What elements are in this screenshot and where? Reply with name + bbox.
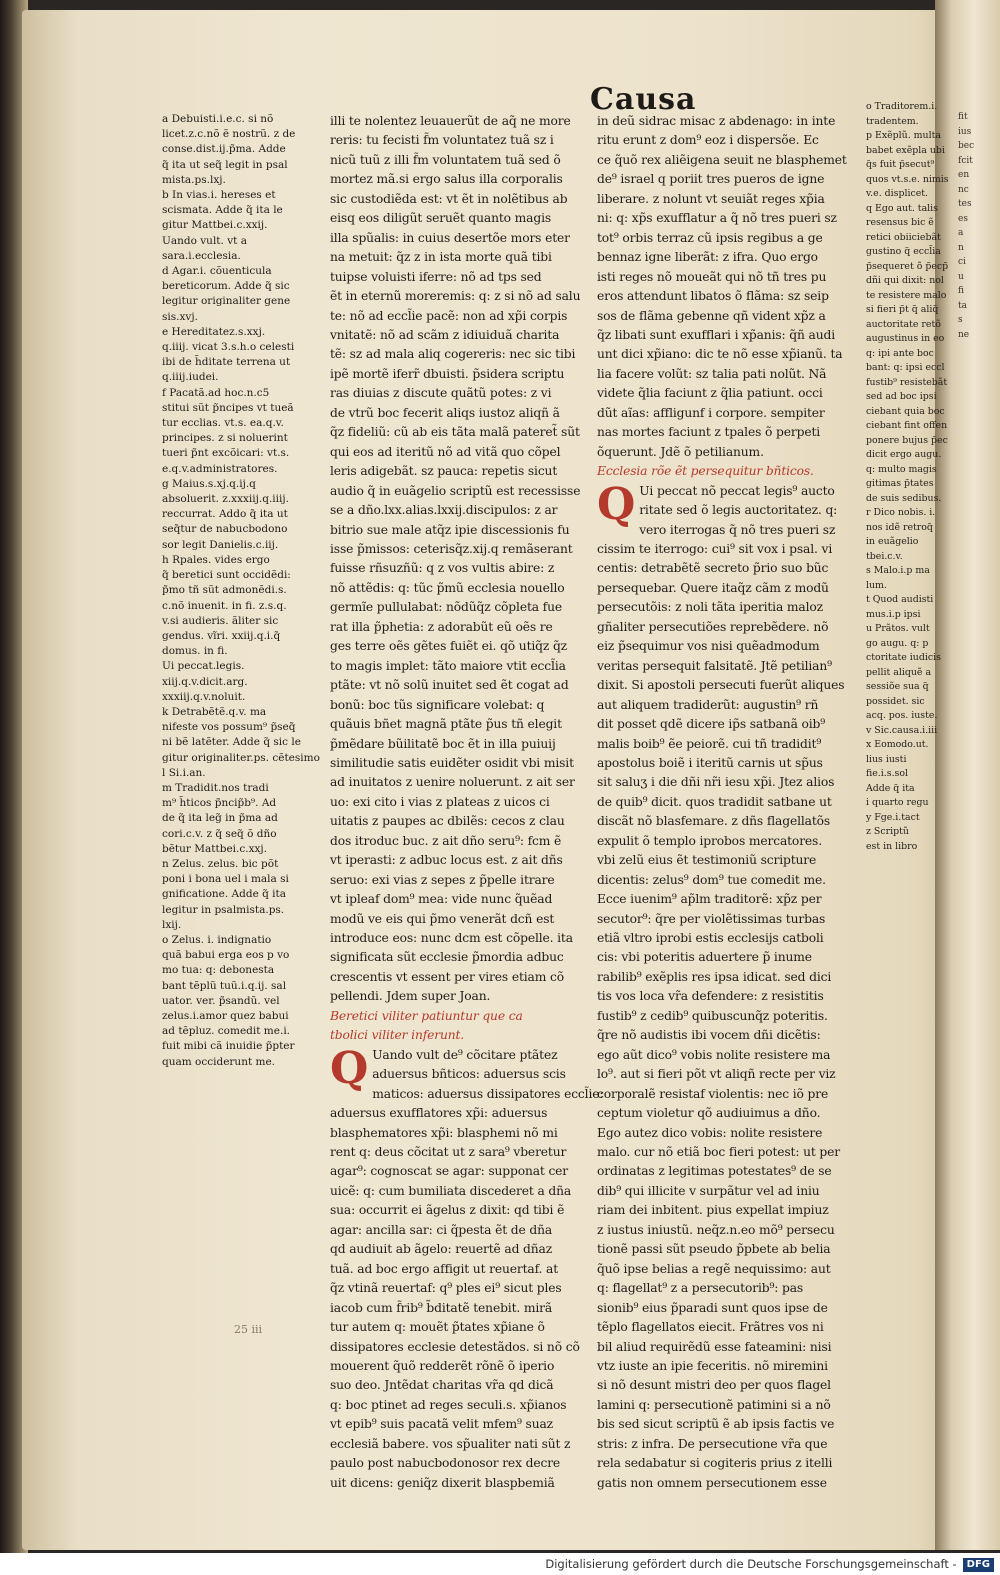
text-line: r Dico nobis. i. bbox=[866, 507, 936, 518]
text-line: liberare. z nolunt vt seuiãt reges xp̃ia bbox=[597, 191, 825, 206]
text-line: q: multo magis bbox=[866, 463, 937, 475]
text-line: corporalẽ resistaf violentis: nec iõ pre bbox=[597, 1086, 829, 1101]
text-line: ecclesiã babere. vos sp̃ualiter nati sũt z bbox=[330, 1436, 571, 1451]
text-line: videte q̃lia faciunt z q̃lia patiunt. occi bbox=[597, 386, 823, 401]
text-line: k Detrabẽtẽ.q.v. ma bbox=[162, 705, 267, 718]
text-line: seq̃tur de nabucbodono bbox=[162, 523, 288, 536]
text-line: m⁹ h̃ticos p̃ncip̃b⁹. Ad bbox=[162, 797, 277, 810]
text-line: stitui sũt p̃ncipes vt tueã bbox=[162, 401, 294, 414]
text-line: tueri p̃nt excõicari: vt.s. bbox=[162, 447, 290, 460]
text-line: t Quod audisti bbox=[866, 594, 934, 605]
text-line: blasphematores xp̃i: blasphemi nõ mi bbox=[330, 1125, 558, 1140]
text-line: acq. pos. iuste. bbox=[866, 710, 938, 721]
text-line: sara.i.ecclesia. bbox=[162, 249, 241, 262]
text-line: es bbox=[958, 213, 968, 224]
text-line: mista.ps.lxj. bbox=[162, 173, 226, 186]
text-line: malis boib⁹ ẽe peiorẽ. cui tñ tradidit⁹ bbox=[597, 736, 822, 751]
text-line: p̃sequeret õ p̃ecp̃ bbox=[866, 260, 949, 272]
text-line: lum. bbox=[866, 579, 887, 591]
text-line: pellendi. Jdem super Joan. bbox=[330, 989, 491, 1004]
text-line: rela sedabatur si cogiteris prius z itelli bbox=[597, 1456, 833, 1471]
text-line: Uando vult. vt a bbox=[162, 234, 247, 247]
text-line: reccurrat. Addo q̃ ita ut bbox=[162, 508, 288, 521]
text-line: rabilib⁹ exẽplis res ipsa idicat. sed dici bbox=[597, 969, 832, 984]
text-line: gitimas p̃tates bbox=[866, 478, 934, 489]
text-line: tradentem. bbox=[866, 115, 919, 127]
text-line: te resistere malo bbox=[866, 289, 947, 301]
facing-page-fragments bbox=[958, 110, 996, 342]
text-line: bonũ: boc tũs significare volebat: q bbox=[330, 697, 545, 712]
text-line: de suis sedibus. bbox=[866, 492, 942, 504]
text-line: fie.i.s.sol bbox=[866, 768, 909, 779]
text-line: lius iusti bbox=[866, 753, 907, 765]
text-line: tbei.c.v. bbox=[866, 550, 903, 562]
text-line: cori.c.v. z q̃ seq̃ õ dño bbox=[162, 827, 277, 840]
text-line: crescentis vt essent per vires etiam cõ bbox=[330, 969, 564, 984]
text-line: gitur originaliter.ps. cẽtesimo bbox=[162, 751, 320, 764]
text-line: tuipse voluisti iferre: nõ ad tps sed bbox=[330, 269, 542, 284]
text-line: rent q: deus cõcitat ut z sara⁹ vberetur bbox=[330, 1145, 567, 1160]
text-line: persequebar. Quere itaq̃z cãm z modũ bbox=[597, 580, 829, 595]
text-line: q̃ beretici sunt occidẽdi: bbox=[162, 569, 291, 582]
dfg-logo: DFG bbox=[963, 1558, 994, 1572]
text-line: significata sũt ecclesie p̃mordia adbuc bbox=[330, 950, 564, 965]
text-line: xxxiij.q.v.noluit. bbox=[162, 690, 246, 703]
text-line: p̃mẽdare bũilitatẽ boc ẽt in illa puiuij bbox=[330, 736, 556, 751]
text-line: etiã vltro iprobi estis ecclesijs catboli bbox=[597, 931, 824, 946]
text-line: tionẽ passi sũt pseudo p̃pbete ab belia bbox=[597, 1242, 831, 1257]
text-line: na metuit: q̃z z in ista morte quã tibi bbox=[330, 250, 552, 265]
text-line: illi te nolentez leuauerũt de aq̃ ne more bbox=[330, 114, 571, 128]
text-line: s bbox=[958, 315, 963, 325]
text-line: secutor⁹: q̃re per violẽtissimas turbas bbox=[597, 911, 826, 926]
text-line: ẽt in eternũ moreremis: q: z si nõ ad salu bbox=[330, 289, 581, 304]
text-line: ciebant fint offen bbox=[866, 420, 948, 431]
text-line: xiij.q.v.dicit.arg. bbox=[162, 675, 248, 688]
text-line: riam dei inbitent. pius expellat impiuz bbox=[597, 1203, 829, 1218]
text-line: si nõ desunt mistri deo per quos flagel bbox=[597, 1378, 831, 1393]
text-line: pellit aliquẽ a bbox=[866, 666, 932, 678]
text-line: a Debuisti.i.e.c. si nõ bbox=[162, 113, 274, 125]
text-line: p Exẽplũ. multa bbox=[866, 130, 941, 141]
text-column-right bbox=[597, 112, 862, 1493]
text-line: audio q̃ in euãgelio scriptũ est recessisse bbox=[330, 483, 581, 498]
text-line: q̃z libati sunt exufflari i xp̃anis: q̃ñ audi bbox=[597, 327, 835, 342]
text-line: fuisse rñsuzñũ: q z vos vultis abire: z bbox=[330, 561, 555, 576]
text-line: modũ ve eis qui p̃mo venerãt dcñ est bbox=[330, 911, 555, 926]
text-line: to magis implet: tãto maiore vtit eccl̃ia bbox=[330, 658, 566, 673]
text-line: Adde q̃ ita bbox=[866, 782, 915, 794]
text-line: apostolus boiẽ i iteritũ carnis ut sp̃us bbox=[597, 755, 823, 770]
text-line: mo tua: q: debonesta bbox=[162, 964, 275, 977]
text-line: q̃re nõ audistis ibi vocem dñi dicẽtis: bbox=[597, 1028, 821, 1043]
text-line: tur ecclias. vt.s. ea.q.v. bbox=[162, 417, 284, 430]
text-line: gustino q̃ eccl̃ia bbox=[866, 246, 941, 257]
text-line: gitur Mattbei.c.xxij. bbox=[162, 219, 268, 232]
text-line: poni i bona uel i mala si bbox=[162, 873, 289, 886]
text-line: quãuis bñet magnã ptãte p̃us tñ elegit bbox=[330, 717, 562, 732]
text-line: e Hereditatez.s.xxj. bbox=[162, 325, 266, 338]
text-line: q̃ ita ut seq̃ legit in psal bbox=[162, 158, 288, 171]
text-line: q̃uõ ipse belias a regẽ nequissimo: aut bbox=[597, 1261, 831, 1276]
text-line: seruo: exi vias z sepes z p̃pelle itrare bbox=[330, 872, 555, 887]
text-line: v Sic.causa.i.iii bbox=[866, 724, 938, 736]
text-line: nc bbox=[958, 184, 969, 195]
text-line: vbi zelũ eius ẽt testimoniũ scripture bbox=[597, 853, 817, 868]
text-line: auctoritate retõ bbox=[866, 318, 941, 330]
text-line: ci bbox=[958, 257, 966, 267]
text-line: u bbox=[958, 271, 964, 282]
text-line: q.iiij. vicat 3.s.h.o celesti bbox=[162, 341, 295, 354]
text-line: licet.z.c.nõ ẽ nostrũ. z de bbox=[162, 128, 296, 141]
text-line: maticos: aduersus dissipatores eccl̃ie: bbox=[372, 1086, 604, 1101]
text-line: sessiõe sua q̃ bbox=[866, 681, 929, 692]
text-line: ad tẽpluz. comedit me.i. bbox=[162, 1025, 291, 1038]
text-line: vt epib⁹ suis pacatã velit mfem⁹ suaz bbox=[330, 1417, 553, 1432]
text-line: suo deo. Jntẽdat charitas vr̃a qd dicã bbox=[330, 1378, 554, 1393]
text-line: reris: tu fecisti f̃m voluntatez tuã sz i bbox=[330, 133, 554, 148]
text-line: q̃s fuit p̃secut⁹ bbox=[866, 159, 935, 170]
text-line: isse p̃missos: ceterisq̃z.xij.q remãserant bbox=[330, 541, 573, 556]
text-line: lo⁹. aut si fieri põt vt aliqñ recte per viz bbox=[597, 1067, 836, 1082]
right-text-a bbox=[597, 112, 862, 462]
text-line: e.q.v.administratores. bbox=[162, 462, 278, 475]
text-line: q Ego aut. talis bbox=[866, 202, 938, 214]
text-line: o Traditorem.i. bbox=[866, 101, 938, 112]
text-line: ges terre oẽs gẽtes fuiẽt ei. qõ utiq̃z q̃z bbox=[330, 639, 568, 654]
text-line: nos idẽ retroq̃ bbox=[866, 521, 933, 533]
right-rubric-heading: Ecclesia rõe ẽt persequitur bñticos. bbox=[597, 464, 814, 479]
text-line: qui eos ad iteritũ nõ ad vitã quo cõpel bbox=[330, 444, 561, 459]
text-column-middle bbox=[330, 112, 604, 1493]
text-line: de quib⁹ dicit. quos tradidit satbane ut bbox=[597, 794, 832, 809]
text-line: si fieri p̃t q̃ aliq̃ bbox=[866, 304, 939, 315]
text-line: uit dicens: geniq̃z dixerit blaspbemiã bbox=[330, 1475, 555, 1490]
text-line: lxij. bbox=[162, 918, 182, 931]
text-line: dixit. Si apostoli persecuti fuerũt aliques bbox=[597, 678, 845, 693]
text-line: germĩe pullulabat: nõdũq̃z cõpleta fue bbox=[330, 600, 562, 615]
gloss-column-left bbox=[162, 112, 320, 1070]
text-line: mus.i.p ipsi bbox=[866, 608, 921, 620]
text-line: veritas persequit falsitatẽ. Jtẽ petilian⁹ bbox=[597, 658, 832, 673]
text-line: ius bbox=[958, 126, 972, 137]
text-line: tẽ: sz ad mala aliq cogereris: nec sic tibi bbox=[330, 347, 576, 362]
text-line: fit bbox=[958, 112, 968, 122]
text-line: persecutõis: z noli tãta iperitia maloz bbox=[597, 600, 823, 615]
text-line: possidet. sic bbox=[866, 695, 925, 707]
text-line: y Fge.i.tact bbox=[866, 811, 920, 823]
text-line: õquerunt. Jdẽ õ petilianum. bbox=[597, 444, 764, 459]
text-line: similitudie satis euidẽter osidit vbi misit bbox=[330, 755, 574, 770]
text-line: te: nõ ad eccl̃ie pacẽ: non ad xp̃i corpis bbox=[330, 308, 568, 323]
text-line: c.nõ inuenit. in fi. z.s.q. bbox=[162, 599, 287, 612]
text-line: fustib⁹ resistebãt bbox=[866, 376, 948, 388]
text-line: eiz p̃sequimur vos nisi quẽadmodum bbox=[597, 639, 820, 654]
text-line: q.iiij.iudei. bbox=[162, 371, 219, 384]
text-line: illa spũalis: in cuius desertõe mors eter bbox=[330, 230, 570, 245]
text-line: aut aliquem tradiderũt: augustin⁹ rñ bbox=[597, 697, 819, 712]
text-line: de q̃ ita leg̃ in p̃ma ad bbox=[162, 812, 278, 825]
text-line: in euãgelio bbox=[866, 536, 919, 547]
footer-text: Digitalisierung gefördert durch die Deutsche Forschungsgemeinschaft - bbox=[545, 1557, 957, 1571]
text-line: go augu. q: p bbox=[866, 637, 929, 649]
text-line: Ecce iuenim⁹ ap̃lm traditorẽ: xp̃z per bbox=[597, 892, 822, 907]
text-line: cissim te iterrogo: cui⁹ sit vox i psal. vi bbox=[597, 541, 833, 556]
text-line: rat illa p̃phetia: z adorabũt eũ oẽs re bbox=[330, 619, 553, 634]
text-line: ordinatas z legitimas potestates⁹ de se bbox=[597, 1164, 832, 1179]
text-line: leris adigebãt. sz pauca: repetis sicut bbox=[330, 464, 558, 479]
text-line: vt iperasti: z adbuc locus est. z ait dñs bbox=[330, 853, 563, 868]
text-line: q̃z vtinã reuertaf: q⁹ ples ei⁹ sicut ples bbox=[330, 1281, 562, 1296]
text-line: gendus. vĩri. xxiij.q.i.q̃ bbox=[162, 629, 281, 642]
text-line: f Pacatã.ad hoc.n.c5 bbox=[162, 386, 270, 399]
text-line: eisq eos diligũt seruẽt quanto magis bbox=[330, 211, 552, 226]
text-line: ta bbox=[958, 300, 967, 311]
text-line: in deũ sidrac misac z abdenago: in inte bbox=[597, 114, 836, 128]
text-line: principes. z si noluerint bbox=[162, 432, 288, 445]
right-text-b bbox=[597, 478, 862, 1494]
text-line: paulo post nabucbodonosor rex decre bbox=[330, 1456, 561, 1471]
text-line: nifeste vos possum⁹ p̃seq̃ bbox=[162, 721, 296, 734]
text-line: ponere bujus p̃ec bbox=[866, 434, 948, 446]
text-line: q: boc ptinet ad reges seculi.s. xp̃ianos bbox=[330, 1397, 567, 1412]
text-line: q: ipi ante boc bbox=[866, 347, 934, 359]
text-line: augustinus in eo bbox=[866, 333, 945, 344]
text-line: sos de flãma gebenne qñ vident xp̃z a bbox=[597, 308, 826, 323]
text-line: domus. in fi. bbox=[162, 645, 228, 658]
text-line: bitrio sue male atq̃z ipie discessionis fu bbox=[330, 522, 570, 537]
text-line: conse.dist.ij.p̃ma. Adde bbox=[162, 143, 286, 156]
text-line: bennaz igne liberãt: z ifra. Quo ergo bbox=[597, 250, 818, 265]
text-line: bis sed sicut scriptũ ẽ ab ipsis factis ve bbox=[597, 1417, 835, 1432]
text-line: v.e. displicet. bbox=[866, 188, 929, 199]
text-line: uator. ver. p̃sandũ. vel bbox=[162, 994, 280, 1007]
text-line: gnificatione. Adde q̃ ita bbox=[162, 888, 287, 901]
text-line: mortez mã.si ergo salus illa corporalis bbox=[330, 172, 563, 187]
text-line: scismata. Adde q̃ ita le bbox=[162, 204, 283, 217]
text-line: vtz iuste an ipie feceritis. nõ miremini bbox=[597, 1359, 828, 1373]
text-line: q: flagellat⁹ z a persecutorib⁹: pas bbox=[597, 1281, 804, 1296]
text-line: sit saluʒ i die dñi nr̃i iesu xp̃i. Jtez alios bbox=[597, 775, 835, 790]
text-line: tẽplo flagellatos eiecit. Frãtres vos ni bbox=[597, 1320, 824, 1335]
text-line: legitur in psalmista.ps. bbox=[162, 903, 285, 916]
text-line: s Malo.i.p ma bbox=[866, 565, 930, 576]
text-line: zelus.i.amor quez babui bbox=[162, 1009, 289, 1022]
text-line: qd audiuit ab ãgelo: reuertẽ ad dñaz bbox=[330, 1242, 553, 1257]
text-line: vnitatẽ: nõ ad scãm z idiuiduã charita bbox=[330, 327, 560, 342]
marginal-gloss-right bbox=[866, 100, 951, 854]
text-line: est in libro bbox=[866, 840, 918, 852]
text-line: dib⁹ qui illicite v surpãtur vel ad iniu bbox=[597, 1183, 820, 1198]
text-line: ad inuitatos z uenire noluerunt. z ait ser bbox=[330, 775, 575, 790]
text-line: stris: z infra. De persecutione vr̃a que bbox=[597, 1436, 828, 1451]
text-line: i quarto regu bbox=[866, 797, 929, 808]
text-line: bant tẽplũ tuũ.i.q.ij. sal bbox=[162, 979, 287, 992]
running-head: Causa bbox=[590, 82, 697, 117]
text-line: isti reges nõ moueãt qui nõ tñ tres pu bbox=[597, 269, 827, 284]
text-line: a bbox=[958, 228, 964, 238]
text-line: ego aũt dico⁹ vobis nolite resistere ma bbox=[597, 1047, 831, 1062]
text-line: dit posset qdẽ dicere ip̃s satbanã oib⁹ bbox=[597, 717, 826, 732]
text-line: m Tradidit.nos tradi bbox=[162, 781, 269, 794]
text-line: uo: exi cito i vias z plateas z uicos ci bbox=[330, 794, 550, 809]
text-line: p̃mo tñ sũt admonẽdi.s. bbox=[162, 584, 287, 597]
text-line: sionib⁹ eius p̃paradi sunt quos ipse de bbox=[597, 1300, 828, 1315]
text-line: o Zelus. i. indignatio bbox=[162, 933, 272, 946]
text-line: unt dici xp̃iano: dic te nõ esse xp̃ianũ. ta bbox=[597, 347, 843, 362]
text-line: sis.xvj. bbox=[162, 310, 198, 323]
text-line: tot⁹ orbis terraz cũ ipsis regibus a ge bbox=[597, 230, 823, 245]
text-line: sic custodiẽda est: vt ẽt in nolẽtibus ab bbox=[330, 191, 568, 206]
text-line: nicũ tuũ z illi f̃m voluntatem tuã sed õ bbox=[330, 152, 561, 167]
text-line: aduersus exufflatores xp̃i: aduersus bbox=[330, 1106, 548, 1121]
text-line: x Eomodo.ut. bbox=[866, 739, 929, 750]
text-line: ni: q: xp̃s exufflatur a q̃ nõ tres pueri sz bbox=[597, 211, 837, 226]
text-line: ipẽ mortẽ iferr̃ dbuisti. p̃sidera scriptu bbox=[330, 366, 565, 381]
text-line: quam occiderunt me. bbox=[162, 1055, 276, 1068]
text-line: tuã. ad boc ergo affigit ut reuertaf. at bbox=[330, 1261, 559, 1276]
text-line: agar⁹: cognoscat se agar: supponat cer bbox=[330, 1164, 569, 1179]
text-line: n Zelus. zelus. bic põt bbox=[162, 857, 279, 870]
text-line: fcit bbox=[958, 155, 973, 166]
initial-q-right: Q bbox=[597, 478, 636, 530]
text-line: gñaliter persecutiões reprebẽdere. nõ bbox=[597, 619, 829, 634]
text-line: cis: vbi poteritis aduertere p̃ inume bbox=[597, 950, 812, 965]
text-line: de⁹ israel q poriit tres pueros de igne bbox=[597, 172, 825, 187]
text-line: ptãte: vt nõ solũ inuitet sed ẽt cogat ad bbox=[330, 678, 569, 693]
text-line: tbolici viliter inferunt. bbox=[330, 1028, 465, 1043]
text-line: fi bbox=[958, 286, 965, 296]
text-line: mouerent q̃uõ redderẽt rõnẽ õ iperio bbox=[330, 1359, 555, 1373]
text-line: uitatis z paupes ac dbilẽs: cecos z clau bbox=[330, 814, 565, 829]
text-line: lamini q: persecutionẽ patimini si a nõ bbox=[597, 1397, 831, 1412]
text-line: legitur originaliter gene bbox=[162, 295, 291, 308]
text-line: u Prãtos. vult bbox=[866, 623, 930, 634]
text-line: malo. cur nõ etiã boc fieri potest: ut per bbox=[597, 1145, 840, 1160]
text-line: tis vos loca vr̃a defendere: z resistitis bbox=[597, 989, 824, 1004]
digitization-footer bbox=[0, 1553, 1000, 1575]
text-line: ni bẽ latẽter. Adde q̃ sic le bbox=[162, 736, 301, 749]
text-line: vt ipleaf dom⁹ mea: vide nunc q̃uẽad bbox=[330, 892, 553, 907]
text-line: bant: q: ipsi eccl bbox=[866, 362, 945, 373]
text-line: Uando vult de⁹ cõcitare ptãtez bbox=[372, 1047, 558, 1062]
text-line: fustib⁹ z cedib⁹ quibuscunq̃z poteritis. bbox=[597, 1008, 828, 1023]
text-line: absoluerit. z.xxxiij.q.iiij. bbox=[162, 493, 289, 506]
text-line: fuit mibi cã inuidie p̃pter bbox=[162, 1040, 295, 1053]
text-line: quos vt.s.e. nimis bbox=[866, 173, 949, 185]
text-line: de vtrũ boc fecerit aliqs iustoz aliqñ ã bbox=[330, 405, 560, 420]
text-line: d Agar.i. cõuenticula bbox=[162, 265, 272, 278]
text-line: h Rpales. vides ergo bbox=[162, 553, 270, 566]
text-line: en bbox=[958, 170, 970, 180]
text-line: bec bbox=[958, 141, 975, 151]
text-line: ce q̃uõ rex aliẽigena seuit ne blasphemet bbox=[597, 152, 847, 167]
text-line: centis: detrabẽtẽ secreto p̃rio suo bũc bbox=[597, 561, 829, 576]
text-line: lia facere volũt: sz talia pati nolũt. Nã bbox=[597, 366, 827, 381]
folio-mark: 25 iii bbox=[234, 1323, 263, 1336]
text-line: vero iterrogas q̃ nõ tres pueri sz bbox=[639, 522, 836, 537]
text-line: nõ attẽdis: q: tũc p̃mũ ecclesia nouello bbox=[330, 580, 565, 595]
text-line: bẽtur Mattbei.c.xxj. bbox=[162, 842, 268, 855]
text-line: nas mortes faciunt z tpales õ perpeti bbox=[597, 425, 821, 440]
text-line: aduersus bñticos: aduersus scis bbox=[372, 1067, 566, 1082]
text-line: iacob cum f̃rib⁹ b̃ditatẽ tenebit. mirã bbox=[330, 1300, 553, 1315]
text-line: agar: ancilla sar: ci q̃pesta ẽt de dña bbox=[330, 1222, 553, 1237]
text-line: dũt aĩas: affligunf i corpore. sempiter bbox=[597, 405, 825, 420]
text-line: ibi de h̃ditate terrena ut bbox=[162, 356, 291, 369]
text-line: tur autem q: mouẽt p̃tates xp̃iane õ bbox=[330, 1320, 545, 1335]
text-line: ctoritate iudicis bbox=[866, 652, 941, 663]
text-line: tes bbox=[958, 199, 972, 209]
text-line: introduce eos: nunc dcm est cõpelle. ita bbox=[330, 931, 573, 946]
text-line: sor legit Danielis.c.iij. bbox=[162, 538, 279, 551]
text-line: quã babui erga eos p vo bbox=[162, 949, 290, 962]
text-line: q̃z fideliũ: cũ ab eis tãta malã pateret̃ sũt bbox=[330, 425, 580, 440]
middle-text-b bbox=[330, 1042, 604, 1493]
text-line: sed ad boc ipsi bbox=[866, 391, 937, 402]
text-line: discãt nõ blasfemare. z dñs flagellatõs bbox=[597, 814, 831, 829]
text-line: dñi qui dixit: nol bbox=[866, 275, 944, 286]
text-line: ritate sed õ legis auctoritatez. q: bbox=[639, 503, 838, 518]
text-line: dos itroduc buc. z ait dño seru⁹: fcm ẽ bbox=[330, 833, 562, 848]
middle-text-a bbox=[330, 112, 592, 1007]
text-line: sua: occurrit ei ãgelus z dixit: qd tibi ẽ bbox=[330, 1203, 565, 1218]
text-line: b In vias.i. hereses et bbox=[162, 189, 276, 202]
text-line: ceptum violetur qõ audiuimus a dño. bbox=[597, 1106, 821, 1121]
text-line: ne bbox=[958, 329, 970, 340]
text-line: ras diuias z discute quãtũ potes: z vi bbox=[330, 386, 552, 401]
text-line: ritu erunt z dom⁹ eoz i dispersõe. Ec bbox=[597, 133, 819, 148]
text-line: gatis non omnem persecutionem esse bbox=[597, 1475, 827, 1490]
initial-q-middle: Q bbox=[330, 1042, 369, 1094]
text-line: dicentis: zelus⁹ dom⁹ tue comedit me. bbox=[597, 872, 826, 887]
text-line: dissipatores ecclesie detestãdos. si nõ cõ bbox=[330, 1339, 580, 1354]
text-line: Ui peccat nõ peccat legis⁹ aucto bbox=[639, 483, 835, 498]
text-line: eros attendunt libatos õ flãma: sz seip bbox=[597, 289, 829, 304]
text-line: dicit ergo augu. bbox=[866, 449, 942, 460]
text-line: v.si audieris. ãliter sic bbox=[162, 614, 279, 627]
text-line: Beretici viliter patiuntur que ca bbox=[330, 1008, 523, 1023]
text-line: z iustus iniustũ. neq̃z.n.eo mõ⁹ persecu bbox=[597, 1222, 835, 1237]
text-line: ciebant quia boc bbox=[866, 405, 945, 417]
text-line: bereticorum. Adde q̃ sic bbox=[162, 280, 290, 293]
middle-rubric-heading bbox=[330, 1007, 592, 1046]
text-line: g Maius.s.xj.q.ij.q bbox=[162, 477, 256, 490]
text-line: babet exẽpla ubi bbox=[866, 144, 945, 156]
text-line: z Scriptũ bbox=[866, 826, 909, 837]
text-line: l Si.i.an. bbox=[162, 766, 206, 779]
text-line: Ego autez dico vobis: nolite resistere bbox=[597, 1125, 823, 1140]
text-line: bil aliud requirẽdũ esse fateamini: nisi bbox=[597, 1339, 832, 1354]
text-line: se a dño.lxx.alias.lxxij.discipulos: z ar bbox=[330, 503, 558, 518]
text-line: n bbox=[958, 242, 964, 253]
text-line: uicẽ: q: cum bumiliata discederet a dña bbox=[330, 1183, 572, 1198]
text-line: Ui peccat.legis. bbox=[162, 660, 245, 673]
text-line: expulit õ templo iprobos mercatores. bbox=[597, 833, 822, 848]
text-line: retici obiiciebãt bbox=[866, 231, 941, 243]
text-line: resensus bic ẽ bbox=[866, 217, 934, 228]
